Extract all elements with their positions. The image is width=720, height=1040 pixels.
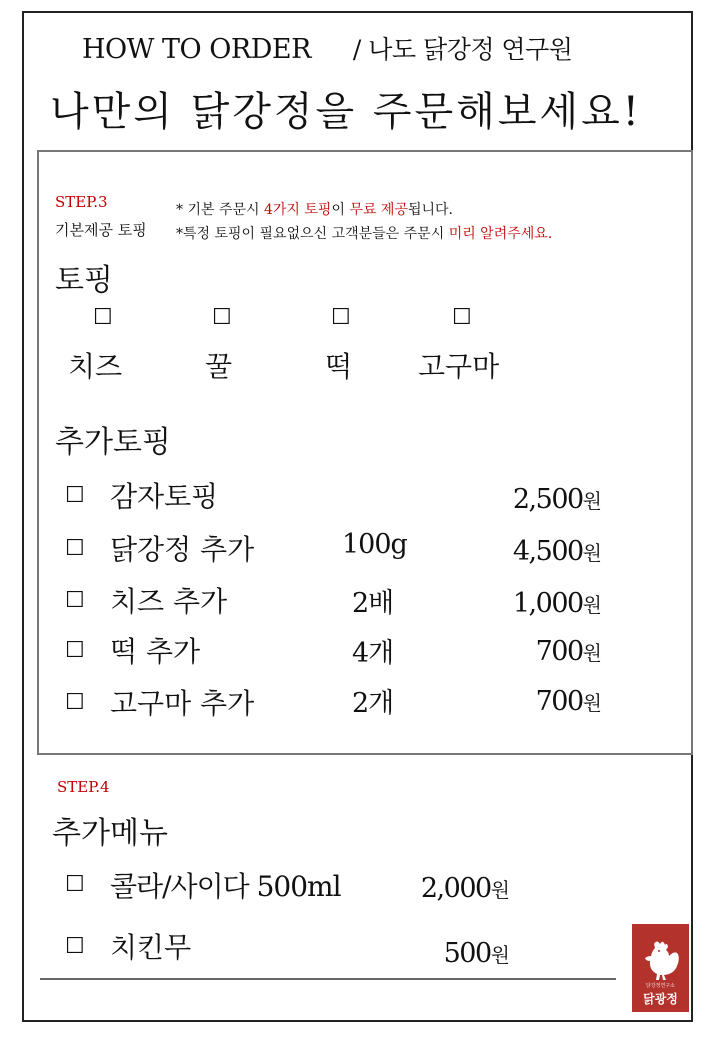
- extra-checkbox[interactable]: ☐: [65, 588, 85, 613]
- note2-highlight: 미리 알려주세요.: [448, 226, 553, 242]
- menu-price-value: 2,000: [420, 873, 491, 904]
- extra-topping-title: 추가토핑: [55, 425, 171, 460]
- menu-price-value: 500: [443, 938, 491, 969]
- topping-checkbox-sweet-potato[interactable]: ☐: [452, 305, 472, 330]
- won-unit: 원: [490, 878, 510, 902]
- extra-price-value: 700: [535, 686, 583, 717]
- extra-amount: 100g: [342, 529, 407, 560]
- extra-name: 떡 추가: [110, 635, 201, 668]
- extra-price: [452, 686, 602, 717]
- header-subtitle: / 나도 닭강정 연구원: [352, 35, 573, 64]
- header-line: [82, 30, 572, 66]
- step4-label: STEP.4: [57, 778, 110, 796]
- logo-small-text: 닭강정연구소: [646, 983, 675, 989]
- page-headline: 나만의 닭강정을 주문해보세요!: [50, 89, 642, 135]
- note1-mid: 이: [331, 202, 350, 218]
- won-unit: 원: [582, 541, 602, 565]
- menu-name-cola-cider: 콜라/사이다 500ml: [110, 870, 341, 903]
- topping-checkbox-cheese[interactable]: ☐: [93, 305, 113, 330]
- extra-checkbox[interactable]: ☐: [65, 638, 85, 663]
- won-unit: 원: [582, 593, 602, 617]
- note1-highlight-count: 4가지 토핑: [263, 202, 332, 218]
- menu-price-cola-cider: [360, 873, 510, 904]
- note2-prefix: *특정 토핑이 필요없으신 고객분들은 주문시: [176, 226, 449, 242]
- extra-price: [452, 636, 602, 667]
- won-unit: 원: [490, 943, 510, 967]
- note1-suffix: 됩니다.: [407, 202, 454, 218]
- topping-checkbox-honey[interactable]: ☐: [212, 305, 232, 330]
- header-title: HOW TO ORDER: [82, 34, 311, 65]
- note1-prefix: * 기본 주문시: [176, 202, 264, 218]
- extra-price: [452, 536, 602, 567]
- topping-label-rice-cake: 떡: [325, 350, 353, 383]
- extra-amount: 4개: [352, 638, 394, 669]
- rooster-icon: [640, 938, 681, 982]
- logo-name: 닭광정: [643, 992, 678, 1006]
- extra-name: 치즈 추가: [110, 585, 228, 618]
- extra-price-value: 4,500: [512, 536, 583, 567]
- extra-name: 닭강정 추가: [110, 533, 255, 566]
- won-unit: 원: [582, 691, 602, 715]
- extra-checkbox[interactable]: ☐: [65, 536, 85, 561]
- note-free-toppings: [176, 199, 453, 219]
- note-notify-in-advance: [176, 223, 552, 243]
- step3-sub-label: 기본제공 토핑: [55, 221, 147, 239]
- extra-price-value: 2,500: [512, 484, 583, 515]
- extra-menu-title: 추가메뉴: [52, 816, 168, 851]
- extra-name: 고구마 추가: [110, 687, 255, 720]
- menu-name-pickled-radish: 치킨무: [110, 931, 192, 964]
- brand-logo: [632, 924, 689, 1012]
- extra-name: 감자토핑: [110, 480, 219, 513]
- menu-checkbox-cola-cider[interactable]: ☐: [65, 872, 85, 897]
- won-unit: 원: [582, 641, 602, 665]
- bottom-divider: [40, 978, 616, 980]
- won-unit: 원: [582, 489, 602, 513]
- step3-label: STEP.3: [55, 193, 108, 211]
- extra-price-value: 700: [535, 636, 583, 667]
- extra-checkbox[interactable]: ☐: [65, 483, 85, 508]
- extra-amount: 2개: [352, 688, 394, 719]
- extra-price: [452, 588, 602, 619]
- menu-checkbox-pickled-radish[interactable]: ☐: [65, 934, 85, 959]
- topping-checkbox-rice-cake[interactable]: ☐: [331, 305, 351, 330]
- menu-price-pickled-radish: [360, 938, 510, 969]
- extra-amount: 2배: [352, 588, 394, 619]
- extra-price: [452, 484, 602, 515]
- topping-label-honey: 꿀: [205, 350, 233, 383]
- extra-price-value: 1,000: [512, 588, 583, 619]
- extra-checkbox[interactable]: ☐: [65, 690, 85, 715]
- topping-label-cheese: 치즈: [68, 350, 123, 383]
- topping-title: 토핑: [55, 263, 113, 298]
- topping-label-sweet-potato: 고구마: [418, 350, 500, 383]
- note1-highlight-free: 무료 제공: [349, 202, 408, 218]
